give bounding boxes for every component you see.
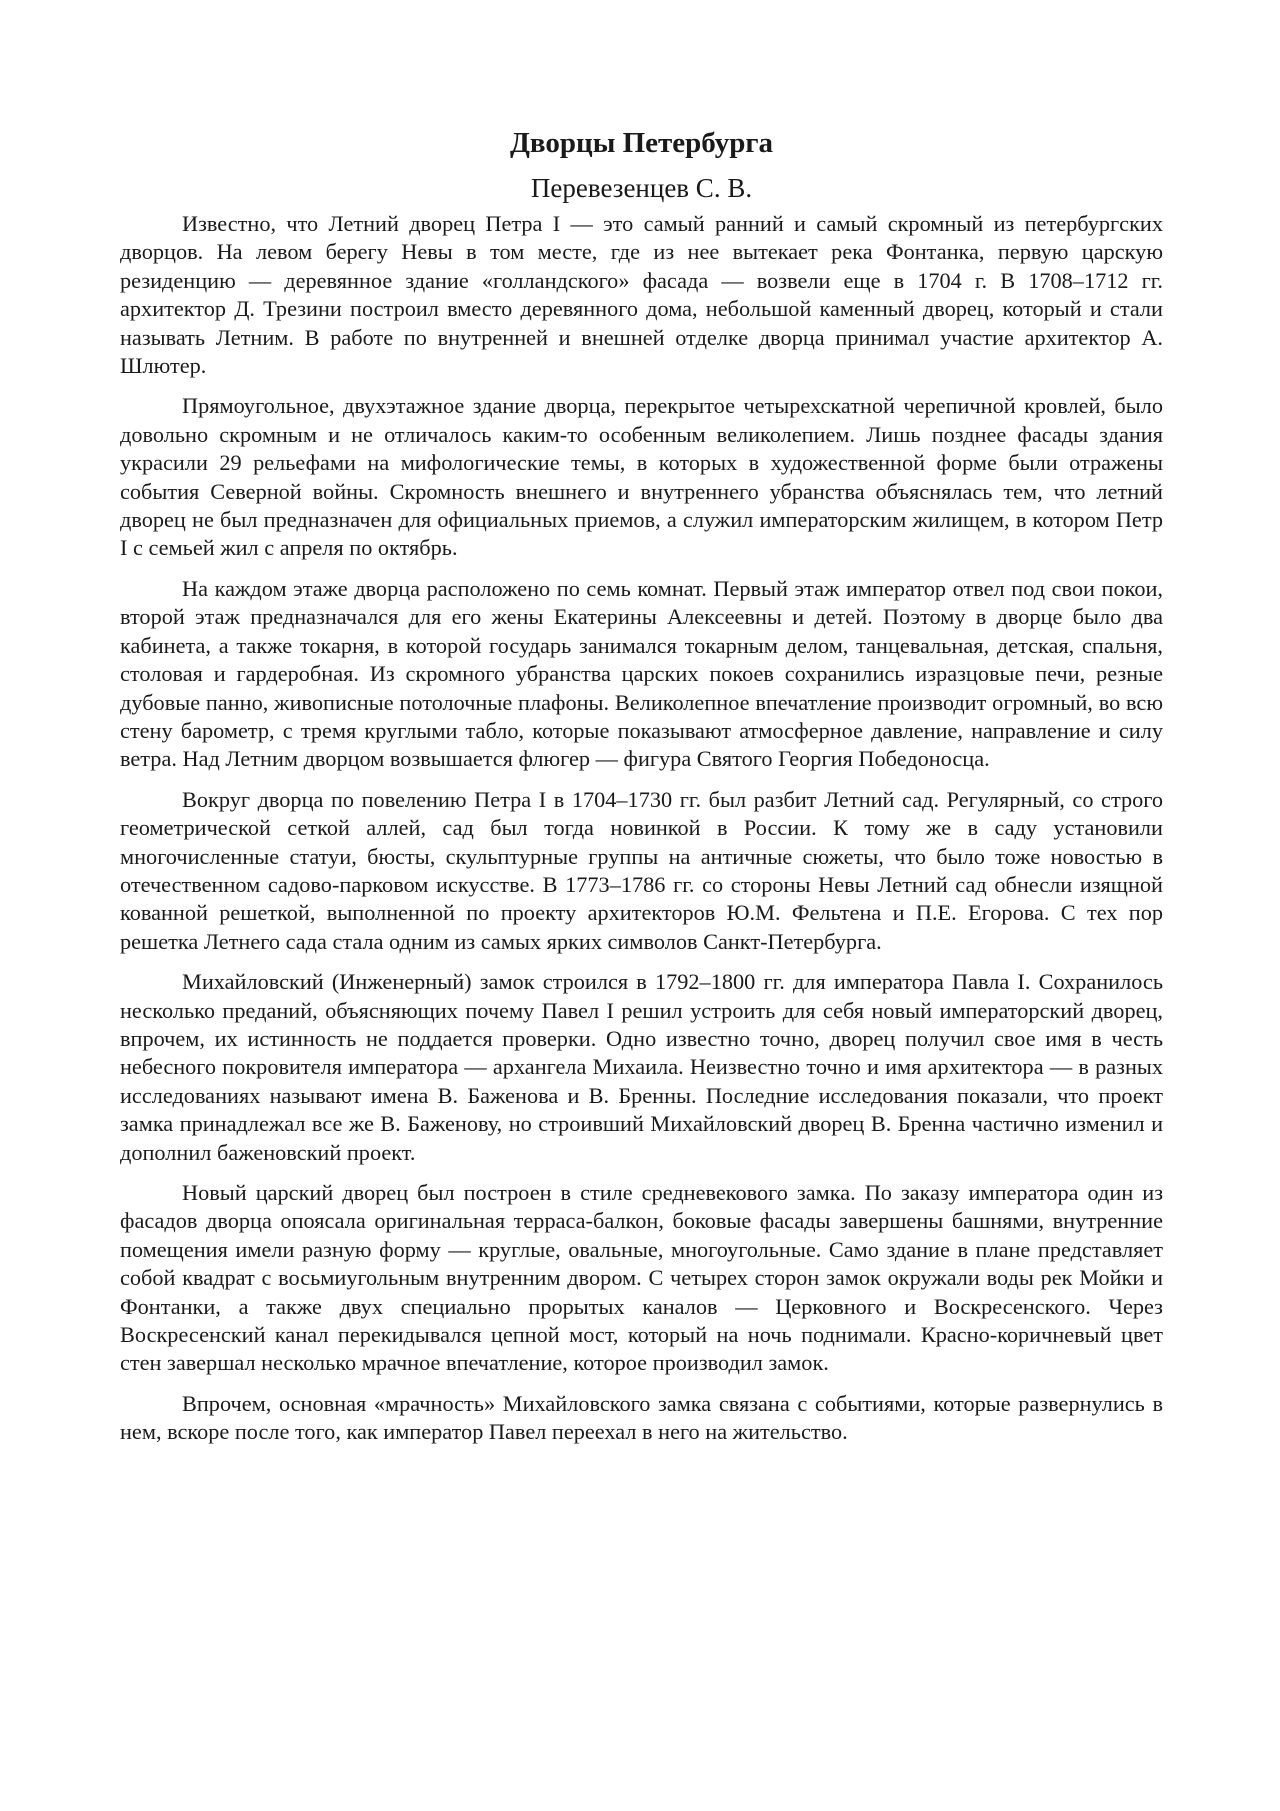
paragraph-mikhailovsky-castle: Михайловский (Инженерный) замок строился в 1792–1800 гг. для императора Павла I. Сохранилось несколько преданий, объясняющих почему Павел I решил устроить для себя новый императорский дворец, впрочем, их истинность не поддается проверки. Одно известно точно, дворец получил свое имя в честь небесного покровителя императора — архангела Михаила. Неизвестно точно и имя архитектора — в разных исследованиях называют имена В. Баженова и В. Бренны. Последние исследования показали, что проект замка принадлежал все же В. Баженову, но строивший Михайловский дворец В. Бренна частично изменил и дополнил баженовский проект. [120, 969, 1163, 1165]
paragraph-palace-building: Прямоугольное, двухэтажное здание дворца, перекрытое четырехскатной черепичной кровлей, было довольно скромным и не отличалось каким-то особенным великолепием. Лишь позднее фасады здания украсили 29 рельефами на мифологические темы, в которых в художественной форме были отражены события Северной войны. Скромность внешнего и внутреннего убранства объяснялась тем, что летний дворец не был предназначен для официальных приемов, а служил императорским жилищем, в котором Петр I с семьей жил с апреля по октябрь. [120, 393, 1163, 561]
paragraph-summer-garden: Вокруг дворца по повелению Петра I в 1704–1730 гг. был разбит Летний сад. Регулярный, со строго геометрической сеткой аллей, сад был тогда новинкой в России. К тому же в саду установили многочисленные статуи, бюсты, скульптурные группы на античные сюжеты, что было тоже новостью в отечественном садово-парковом искусстве. В 1773–1786 гг. со стороны Невы Летний сад обнесли изящной кованной решеткой, выполненной по проекту архитекторов Ю.М. Фельтена и П.Е. Егорова. С тех пор решетка Летнего сада стала одним из самых ярких символов Санкт-Петербурга. [120, 786, 1163, 954]
paragraph-summer-palace: Известно, что Летний дворец Петра I — это самый ранний и самый скромный из петербургских дворцов. На левом берегу Невы в том месте, где из нее вытекает река Фонтанка, первую царскую резиденцию — деревянное здание «голландского» фасада — возвели еще в 1704 г. В 1708–1712 гг. архитектор Д. Трезини построил вместо деревянного дома, небольшой каменный дворец, который и стали называть Летним. В работе по внутренней и внешней отделке дворца принимал участие архитектор А. Шлютер. [120, 211, 1163, 379]
document-author: Перевезенцев С. В. [530, 173, 753, 203]
paragraph-palace-rooms: На каждом этаже дворца расположено по семь комнат. Первый этаж император отвел под свои покои, второй этаж предназначался для его жены Екатерины Алексеевны и детей. Поэтому в дворце было два кабинета, а также токарня, в которой государь занимался токарным делом, танцевальная, детская, спальня, столовая и гардеробная. Из скромного убранства царских покоев сохранились изразцовые печи, резные дубовые панно, живописные потолочные плафоны. Великолепное впечатление производит огромный, во всю стену барометр, с тремя круглыми табло, которые показывают атмосферное давление, направление и силу ветра. Над Летним дворцом возвышается флюгер — фигура Святого Георгия Победоносца. [120, 575, 1163, 772]
paragraph-castle-gloom: Впрочем, основная «мрачность» Михайловского замка связана с событиями, которые развернулись в нем, вскоре после того, как император Павел переехал в него на жительство. [120, 1390, 1163, 1445]
document-body [120, 118, 1163, 1459]
paragraph-castle-architecture: Новый царский дворец был построен в стиле средневекового замка. По заказу императора один из фасадов дворца опоясала оригинальная терраса-балкон, боковые фасады завершены башнями, внутренние помещения имели разную форму — круглые, овальные, многоугольные. Само здание в плане представляет собой квадрат с восьмиугольным внутренним двором. С четырех сторон замок окружали воды рек Мойки и Фонтанки, а также двух специально прорытых каналов — Церковного и Воскресенского. Через Воскресенский канал перекидывался цепной мост, который на ночь поднимали. Красно-коричневый цвет стен завершал несколько мрачное впечатление, которое производил замок. [120, 1180, 1163, 1376]
document-title: Дворцы Петербурга [509, 127, 773, 159]
